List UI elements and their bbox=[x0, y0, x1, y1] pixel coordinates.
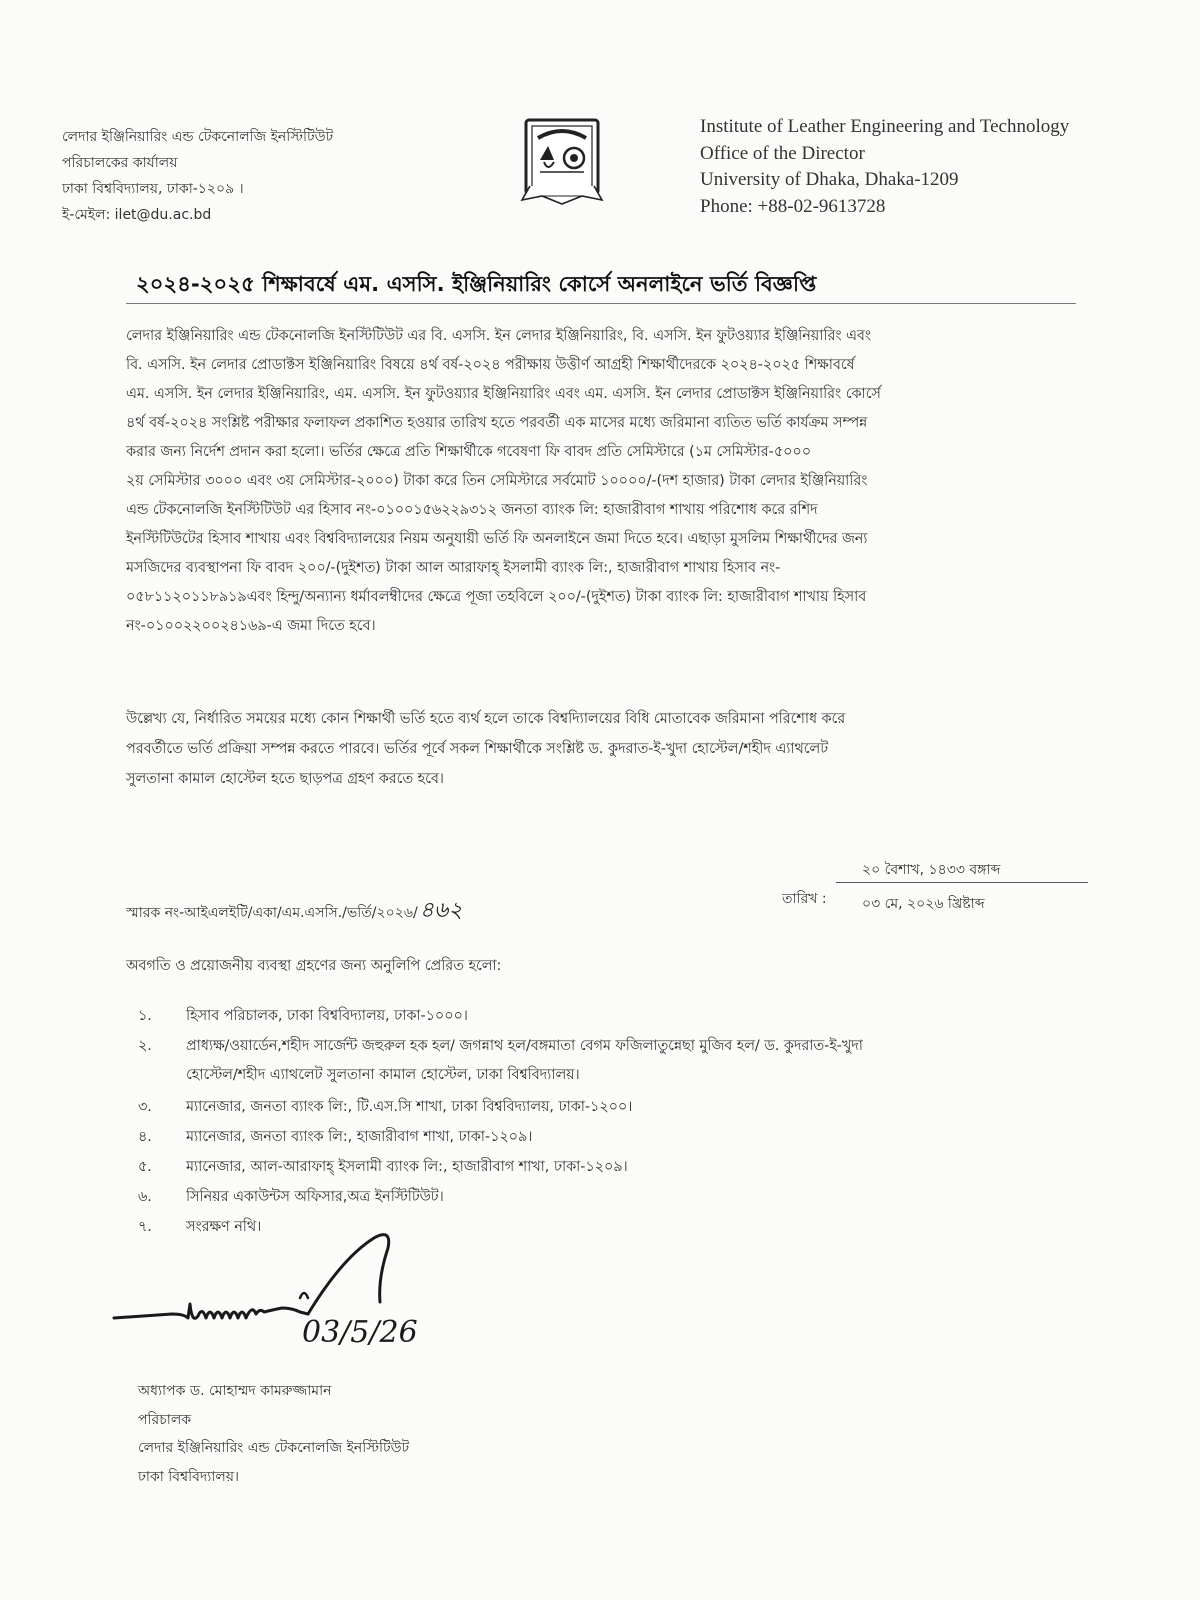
notice-title: ২০২৪-২০২৫ শিক্ষাবর্ষে এম. এসসি. ইঞ্জিনিয়ারিং কোর্সে অনলাইনে ভর্তি বিজ্ঞপ্তি bbox=[136, 272, 817, 296]
date-divider bbox=[836, 882, 1088, 883]
paragraph-line: পরবর্তীতে ভর্তি প্রক্রিয়া সম্পন্ন করতে পারবে। ভর্তির পূর্বে সকল শিক্ষার্থীকে সংশ্লিষ্ট ড. কুদরাত-ই-খুদা হোস্টেল/শহীদ এ্যাথলেট bbox=[126, 741, 828, 757]
header-en-line: University of Dhaka, Dhaka-1209 bbox=[700, 169, 959, 190]
cc-item-text: ম্যানেজার, আল-আরাফাহ্ ইসলামী ব্যাংক লি:, হাজারীবাগ শাখা, ঢাকা-১২০৯। bbox=[186, 1159, 628, 1175]
paragraph-line: উল্লেখ্য যে, নির্ধারিত সময়ের মধ্যে কোন শিক্ষার্থী ভর্তি হতে ব্যর্থ হলে তাকে বিশ্বদ্যিালয়ের বিধি মোতাবেক জরিমানা পরিশোধ করে bbox=[126, 711, 846, 727]
memo-reference bbox=[126, 893, 463, 930]
cc-item bbox=[138, 1126, 532, 1150]
cc-item-number: ৩. bbox=[138, 1099, 152, 1115]
header-en-phone: Phone: +88-02-9613728 bbox=[700, 195, 886, 217]
signer-name: অধ্যাপক ড. মোহাম্মদ কামরুজ্জামান bbox=[138, 1383, 332, 1399]
cc-item-number: ৫. bbox=[138, 1159, 152, 1175]
cc-item-number: ২. bbox=[138, 1038, 152, 1054]
cc-item bbox=[138, 1035, 863, 1059]
header-en-line: Institute of Leather Engineering and Technology bbox=[700, 116, 1070, 137]
paragraph-line: করার জন্য নির্দেশ প্রদান করা হলো। ভর্তির ক্ষেত্রে প্রতি শিক্ষার্থীকে গবেষণা ফি বাবদ প্রতি সেমিস্টারে (১ম সেমিস্টার-৫০০০ bbox=[126, 444, 811, 460]
handwritten-signature bbox=[112, 1218, 472, 1368]
university-of-dhaka-seal-icon bbox=[520, 116, 604, 212]
cc-item-text: ম্যানেজার, জনতা ব্যাংক লি:, হাজারীবাগ শাখা, ঢাকা-১২০৯। bbox=[186, 1129, 533, 1145]
cc-item-number: ৬. bbox=[138, 1189, 152, 1205]
cc-item bbox=[138, 1156, 628, 1180]
signer-block bbox=[138, 1377, 409, 1491]
paragraph-line: ০৫৮১১২০১১৮৯১৯এবং হিন্দু/অন্যান্য ধর্মাবলম্বীদের ক্ষেত্রে পূজা তহবিলে ২০০/-(দুইশত) টাকা ব্যাংক লি: হাজারীবাগ শাখায় হিসাব bbox=[126, 589, 867, 605]
paragraph-line: ২য় সেমিস্টার ৩০০০ এবং ৩য় সেমিস্টার-২০০০) টাকা করে তিন সেমিস্টারে সর্বমোট ১০০০০/-(দশ হাজার) টাকা লেদার ইঞ্জিনিয়ারিং bbox=[126, 473, 868, 489]
cc-intro: অবগতি ও প্রয়োজনীয় ব্যবস্থা গ্রহণের জন্য অনুলিপি প্রেরিত হলো: bbox=[126, 958, 502, 974]
date-bangla: ২০ বৈশাখ, ১৪৩৩ বঙ্গাব্দ bbox=[862, 862, 1001, 878]
cc-item-number: ১. bbox=[138, 1008, 152, 1024]
cc-item-text: ম্যানেজার, জনতা ব্যাংক লি:, টি.এস.সি শাখা, ঢাকা বিশ্ববিদ্যালয়, ঢাকা-১২০০। bbox=[186, 1099, 633, 1115]
cc-item bbox=[138, 1186, 444, 1210]
cc-item bbox=[138, 1096, 632, 1120]
title-divider bbox=[126, 303, 1076, 304]
cc-item-number: ৭. bbox=[138, 1219, 152, 1235]
cc-item-text: হিসাব পরিচালক, ঢাকা বিশ্ববিদ্যালয়, ঢাকা-১০০০। bbox=[186, 1008, 468, 1024]
header-bn-line: ঢাকা বিশ্ববিদ্যালয়, ঢাকা-১২০৯ । bbox=[62, 181, 244, 197]
signer-designation: পরিচালক bbox=[138, 1411, 192, 1428]
header-bn-line: লেদার ইঞ্জিনিয়ারিং এন্ড টেকনোলজি ইনস্টিটিউট bbox=[62, 129, 334, 145]
cc-item-number: ৪. bbox=[138, 1129, 152, 1145]
cc-item-text: প্রাধ্যক্ষ/ওয়ার্ডেন,শহীদ সার্জেন্ট জহুরুল হক হল/ জগন্নাথ হল/বঙ্গমাতা বেগম ফজিলাতুন্নেছা মুজিব হল/ ড. কুদরাত-ই-খুদা bbox=[186, 1038, 863, 1054]
paragraph-line: এন্ড টেকনোলজি ইনস্টিটিউট এর হিসাব নং-০১০০১৫৬২২৯৩১২ জনতা ব্যাংক লি: হাজারীবাগ শাখায় পরিশোধ করে রশিদ bbox=[126, 502, 818, 518]
paragraph-line: সুলতানা কামাল হোস্টেল হতে ছাড়পত্র গ্রহণ করতে হবে। bbox=[126, 771, 444, 787]
paragraph-line: বি. এসসি. ইন লেদার প্রোডাক্টস ইঞ্জিনিয়ারিং বিষয়ে ৪র্থ বর্ষ-২০২৪ পরীক্ষায় উত্তীর্ণ আগ্রহী শিক্ষার্থীদেরকে ২০২৪-২০২৫ শিক্ষাবর্ষে bbox=[126, 357, 855, 373]
date-label: তারিখ : bbox=[782, 891, 827, 907]
cc-item-text: সিনিয়র একাউন্টস অফিসার,অত্র ইনস্টিটিউট। bbox=[186, 1189, 444, 1205]
signature-date: 03/5/26 bbox=[302, 1315, 418, 1350]
signer-university: ঢাকা বিশ্ববিদ্যালয়। bbox=[138, 1468, 240, 1485]
header-bn-line: পরিচালকের কার্যালয় bbox=[62, 155, 178, 171]
memo-number: ৪৬২ bbox=[419, 898, 463, 923]
cc-item-text: সংরক্ষণ নথি। bbox=[186, 1219, 262, 1235]
paragraph-line: নং-০১০০২২০০২৪১৬৯-এ জমা দিতে হবে। bbox=[126, 618, 376, 634]
paragraph-line: এম. এসসি. ইন লেদার ইঞ্জিনিয়ারিং, এম. এসসি. ইন ফুটওয়্যার ইঞ্জিনিয়ারিং এবং এম. এসসি. ইন লেদার প্রোডাক্টস ইঞ্জিনিয়ারিং কোর্সে bbox=[126, 386, 881, 402]
paragraph-line: মসজিদের ব্যবস্থাপনা ফি বাবদ ২০০/-(দুইশত) টাকা আল আরাফাহ্ ইসলামী ব্যাংক লি:, হাজারীবাগ শাখায় হিসাব নং- bbox=[126, 560, 781, 576]
cc-item-text: হোস্টেল/শহীদ এ্যাথলেট সুলতানা কামাল হোস্টেল, ঢাকা বিশ্ববিদ্যালয়। bbox=[186, 1067, 580, 1083]
paragraph-line: ইনস্টিটিউটের হিসাব শাখায় এবং বিশ্ববিদ্যালয়ের নিয়ম অনুযায়ী ভর্তি ফি অনলাইনে জমা দিতে হবে। এছাড়া মুসলিম শিক্ষার্থীদের জন্য bbox=[126, 531, 868, 547]
paragraph-line: লেদার ইঞ্জিনিয়ারিং এন্ড টেকনোলজি ইনস্টিটিউট এর বি. এসসি. ইন লেদার ইঞ্জিনিয়ারিং, বি. এসসি. ইন ফুটওয়্যার ইঞ্জিনিয়ারিং এবং bbox=[126, 328, 872, 344]
date-gregorian: ০৩ মে, ২০২৬ খ্রিষ্টাব্দ bbox=[862, 896, 985, 912]
paragraph-line: ৪র্থ বর্ষ-২০২৪ সংশ্লিষ্ট পরীক্ষার ফলাফল প্রকাশিত হওয়ার তারিখ হতে পরবর্তী এক মাসের মধ্যে জরিমানা ব্যতিত ভর্তি কার্যক্রম সম্পন্ন bbox=[126, 415, 868, 431]
header-bangla bbox=[62, 124, 422, 228]
memo-label: স্মারক নং-আইএলইটি/একা/এম.এসসি./ভর্তি/২০২৬/ bbox=[126, 905, 418, 921]
header-english bbox=[700, 114, 1170, 220]
header-en-line: Office of the Director bbox=[700, 142, 865, 164]
header-bn-email: ই-মেইল: ilet@du.ac.bd bbox=[62, 207, 212, 223]
cc-item bbox=[138, 1005, 468, 1029]
signer-institute: লেদার ইঞ্জিনিয়ারিং এন্ড টেকনোলজি ইনস্টিটিউট bbox=[138, 1440, 410, 1456]
